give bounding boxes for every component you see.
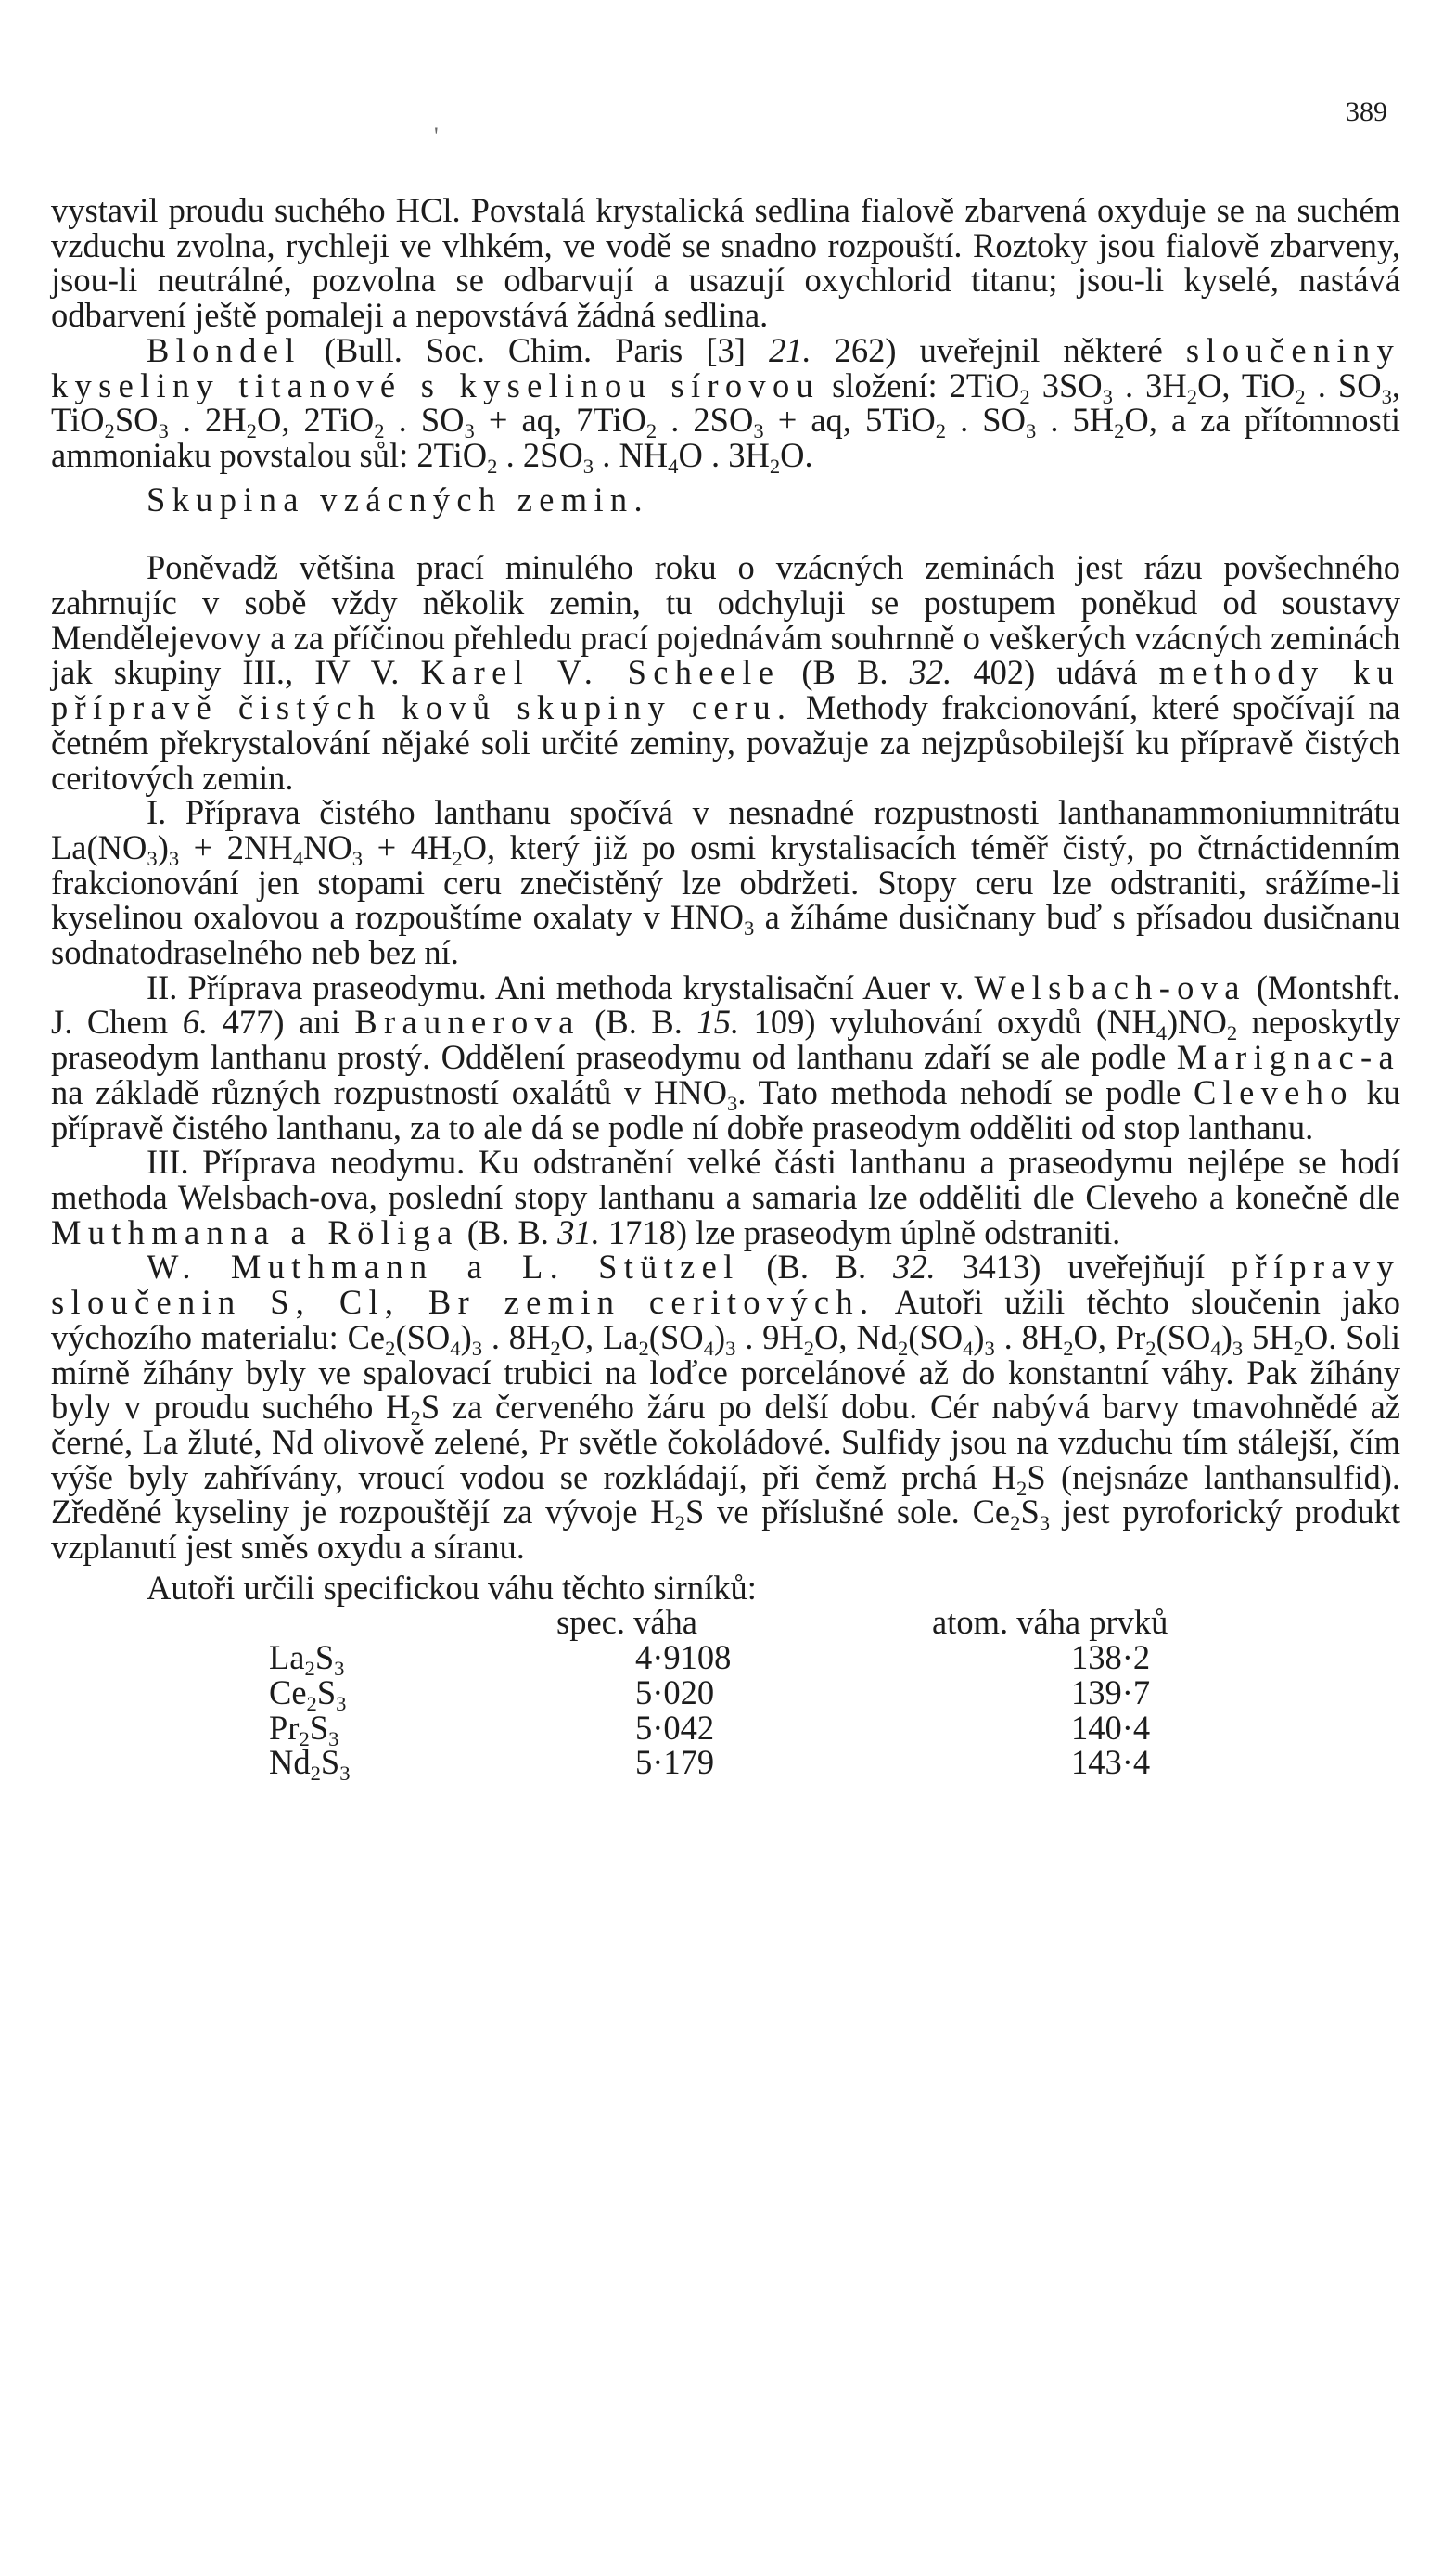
compound-cell: $La_2S_3$ <box>269 1638 345 1680</box>
table-row <box>213 1675 1349 1711</box>
compound-cell: $Pr_2S_3$ <box>269 1708 339 1750</box>
paragraph-1: vystavil proudu suchého HCl. Povstalá krystalická sedlina fialově zbarvená oxyduje se na suchém vzduchu zvolna, rychleji ve vlhkém, ve vodě se snadno rozpouští. Roztoky jsou fialově zbarveny, jsou-li neutrálné, pozvolna se odbarvují a usazují oxychlorid titanu; jsou-li kyselé, nastává odbarvení ještě pomaleji a nepovstává žádná sedlina. <box>51 191 1400 335</box>
paragraph-2: Blondel (Bull. Soc. Chim. Paris [3] 21. 262) uveřejnil některé sloučeniny kyseliny titanové s kyselinou sírovou složení: 2TiO$_2$ $3SO_3$ . $3H_2O$, TiO$_2$ . $SO_3$, $TiO_2SO_3$ . $2H_2O$, 2TiO$_2$ . $SO_3$ + aq, 7TiO$_2$ . $2SO_3$ + aq, 5TiO$_2$ . $SO_3$ . $5H_2O$, a za přítomnosti ammoniaku povstalou sůl: 2TiO$_2$ . $2SO_3$ . $NH_4O$ . $3H_2O$. <box>51 330 1401 478</box>
section-heading: Skupina vzácných zemin. <box>147 480 649 519</box>
table-header-spec-weight: spec. váha <box>556 1603 698 1642</box>
spec-weight-cell: 5·020 <box>635 1672 715 1711</box>
paragraph-praseodymium: II. Příprava praseodymu. Ani methoda krystalisační Auer v. Welsbach-ova (Montshft. J. Chem 6. 477) ani Braunerova (B. B. 15. 109) vyluhování oxydů $(NH_4)NO_2$ neposkytly praseodym lanthanu prostý. Oddělení praseodymu od lanthanu zdaří se ale podle Marignac-a na základě různých rozpustností oxalátů v $HNO_3$. Tato methoda nehodí se podle Cleveho ku přípravě čistého lanthanu, za to ale dá se podle ní dobře praseodym odděliti od stop lanthanu. <box>51 968 1400 1147</box>
sulfide-table <box>213 1603 1349 1786</box>
page-number: 389 <box>1346 96 1387 127</box>
spec-weight-cell: 5·042 <box>635 1708 715 1747</box>
table-header-row <box>213 1605 1349 1640</box>
document-body <box>51 191 1401 1786</box>
paragraph-lanthanum: I. Příprava čistého lanthanu spočívá v nesnadné rozpustnosti lanthanammoniumnitrátu $La(NO_3)_3 + 2NH_4NO_3 + 4H_2O$, který již po osmi krystalisacích téměř čistý, po čtrnáctidenním frakcionování jen stopami ceru znečistěný lze obdržeti. Stopy ceru lze odstraniti, srážíme-li kyselinou oxalovou a rozpouštíme oxalaty v $HNO_3$ a žíháme dusičnany buď s přísadou dusičnanu sodnatodraselného neb bez ní. <box>51 793 1401 972</box>
atom-weight-cell: 143·4 <box>1071 1743 1151 1782</box>
paragraph-3: Poněvadž většina prací minulého roku o vzácných zeminách jest rázu povšechného zahrnujíc v sobě vždy několik zemin, tu odchyluji se postupem poněkud od soustavy Mendělejevovy a za příčinou přehledu prací pojednávám souhrnně o veškerých vzácných zeminách jak skupiny III., IV V. Karel V. Scheele (B B. 32. 402) udává methody ku přípravě čistých kovů skupiny ceru. Methody frakcionování, které spočívají na četném překrystalování nějaké soli určité zeminy, považuje za nejzpůsobilejší ku přípravě čistých ceritových zemin. <box>51 548 1400 797</box>
table-row <box>213 1745 1349 1780</box>
paragraph-neodymium: III. Příprava neodymu. Ku odstranění velké části lanthanu a praseodymu nejlépe se hodí methoda Welsbach-ova, poslední stopy lanthanu a samaria lze odděliti dle Cleveho a konečně dle Muthmanna a Röliga (B. B. 31. 1718) lze praseodym úplně odstraniti. <box>51 1143 1400 1251</box>
compound-cell: $Nd_2S_3$ <box>269 1743 351 1786</box>
compound-cell: $Ce_2S_3$ <box>269 1672 347 1715</box>
table-row <box>213 1711 1349 1746</box>
spec-weight-cell: 5·179 <box>635 1743 715 1782</box>
stray-mark: ' <box>434 122 439 149</box>
table-header-compound <box>213 1605 538 1640</box>
atom-weight-cell: 138·2 <box>1071 1638 1151 1677</box>
spec-weight-cell: 4·9108 <box>635 1638 732 1677</box>
atom-weight-cell: 140·4 <box>1071 1708 1151 1747</box>
atom-weight-cell: 139·7 <box>1071 1672 1151 1711</box>
table-intro: Autoři určili specifickou váhu těchto sirníků: <box>147 1568 757 1607</box>
table-row <box>213 1640 1349 1675</box>
table-header-atom-weight: atom. váha prvků <box>932 1603 1168 1642</box>
paragraph-sulfides: W. Muthmann a L. Stützel (B. B. 32. 3413) uveřejňují přípravy sloučenin S, Cl, Br zemin ceritových. Autoři užili těchto sloučenin jako výchozího materialu: $Ce_2(SO_4)_3$ . $8H_2O$, $La_2(SO_4)_3$ . $9H_2O$, $Nd_2(SO_4)_3$ . $8H_2O$, $Pr_2(SO_4)_3$ $5H_2O$. Soli mírně žíhány byly ve spalovací trubici na loďce porcelánové až do konstantní váhy. Pak žíhány byly v proudu suchého $H_2S$ za červeného žáru po delší dobu. Cér nabývá barvy tmavohnědé až černé, La žluté, Nd olivově zelené, Pr světle čokoládové. Sulfidy jsou na vzduchu tím stálejší, čím výše byly zahřívány, vroucí vodou se rozkládají, při čemž prchá $H_2S$ (nejsnáze lanthansulfid). Zředěné kyseliny je rozpouštějí za vývoje $H_2S$ ve příslušné sole. $Ce_2S_3$ jest pyroforický produkt vzplanutí jest směs oxydu a síranu. <box>51 1248 1401 1567</box>
